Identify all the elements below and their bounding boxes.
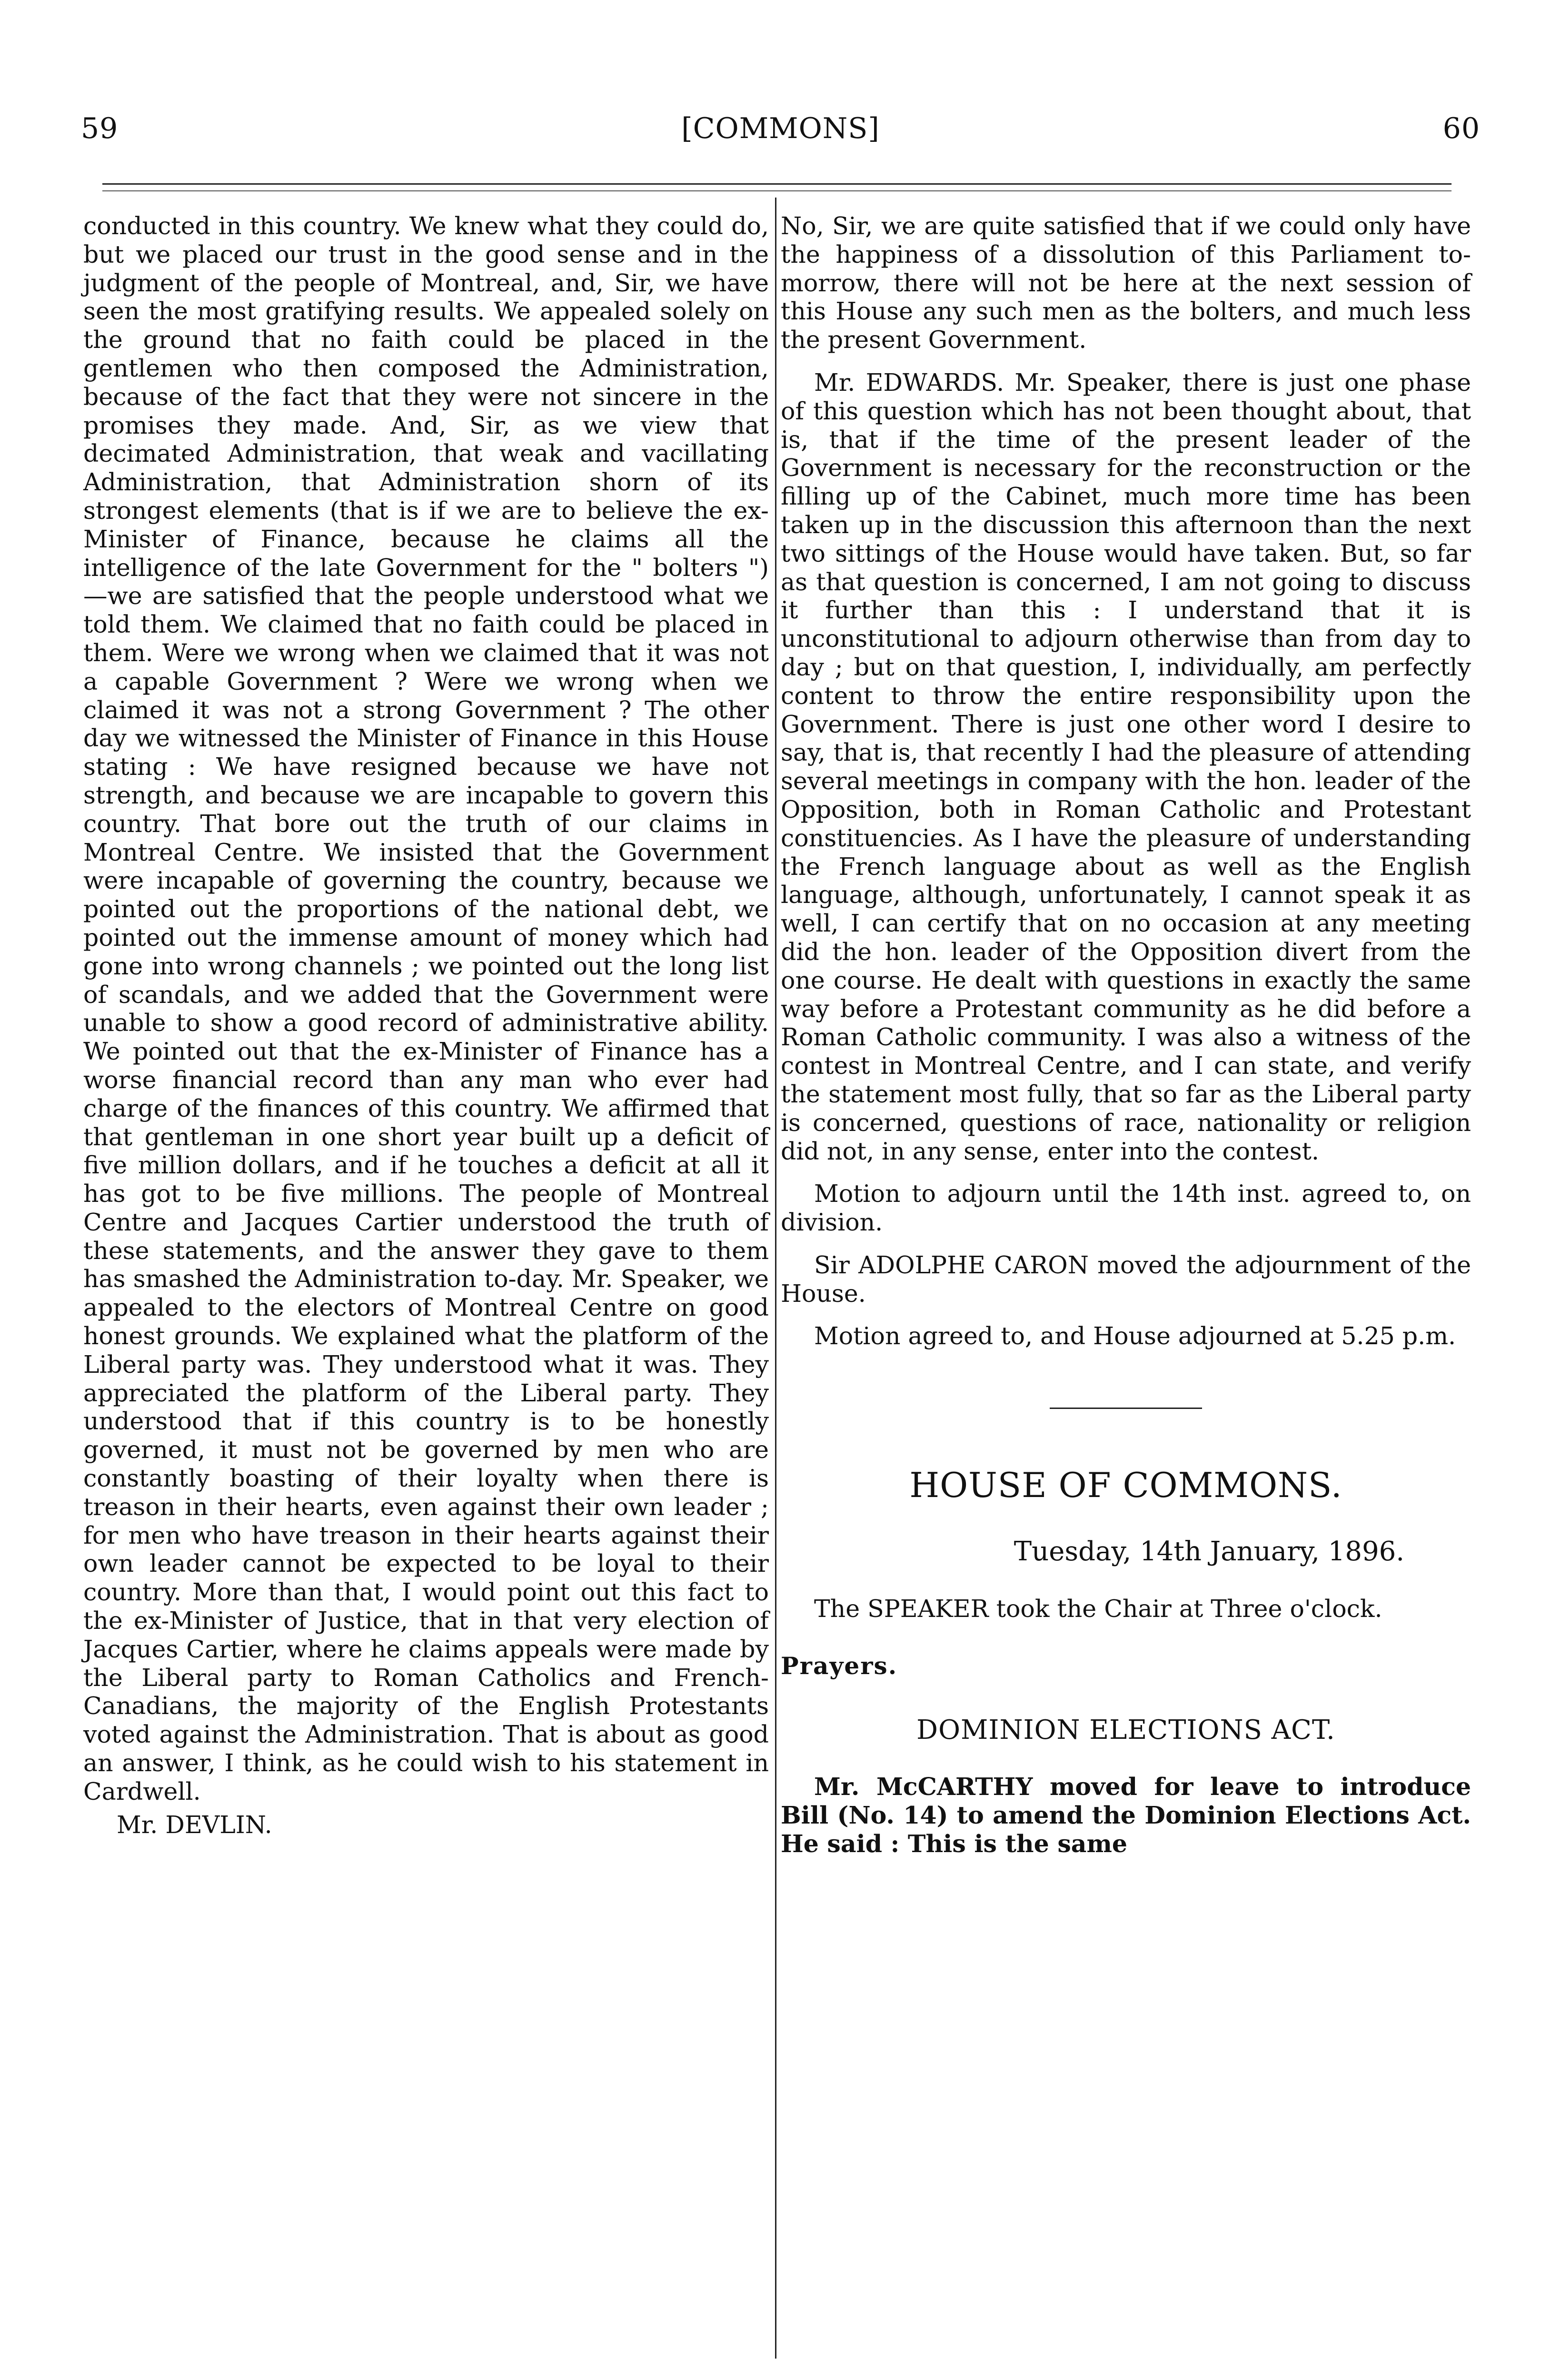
right-column xyxy=(781,212,1471,1858)
motion-adjourn: Motion to adjourn until the 14th inst. agreed to, on division. xyxy=(781,1180,1471,1237)
mccarthy-motion: Mr. McCARTHY moved for leave to introduce Bill (No. 14) to amend the Dominion Elections Act. He said : This is the same xyxy=(781,1773,1471,1858)
left-column xyxy=(83,212,769,1839)
left-paragraph-1: conducted in this country. We knew what they could do, but we placed our trust in the good sense and in the judgment of the people of Montreal, and, Sir, we have seen the most gratifying results. We appealed solely on the ground that no faith could be placed in the gentlemen who then composed the Administration, because of the fact that they were not sincere in the promises they made. And, Sir, as we view that decimated Administration, that weak and vacillating Administration, that Administration shorn of its strongest elements (that is if we are to believe the ex-Minister of Finance, because he claims all the intelligence of the late Government for the " bolters ")—we are satisfied that the people understood what we told them. We claimed that no faith could be placed in them. Were we wrong when we claimed that it was not a capable Government ? Were we wrong when we claimed it was not a strong Government ? The other day we witnessed the Minister of Finance in this House stating : We have resigned because we have not strength, and because we are incapable to govern this country. That bore out the truth of our claims in Montreal Centre. We insisted that the Government were incapable of governing the country, because we pointed out the proportions of the national debt, we pointed out the immense amount of money which had gone into wrong channels ; we pointed out the long list of scandals, and we added that the Government were unable to show a good record of administrative ability. We pointed out that the ex-Minister of Finance has a worse financial record than any man who ever had charge of the finances of this country. We affirmed that that gentleman in one short year built up a deficit of five million dollars, and if he touches a deficit at all it has got to be five millions. The people of Montreal Centre and Jacques Cartier understood the truth of these statements, and the answer they gave to them has smashed the Administration to-day. Mr. Speaker, we appealed to the electors of Montreal Centre on good honest grounds. We explained what the platform of the Liberal party was. They understood what it was. They appreciated the platform of the Liberal party. They understood that if this country is to be honestly governed, it must not be governed by men who are constantly boasting of their loyalty when there is treason in their hearts, even against their own leader ; for men who have treason in their hearts against their own leader cannot be expected to be loyal to their country. More than that, I would point out this fact to the ex-Minister of Justice, that in that very election of Jacques Cartier, where he claims appeals were made by the Liberal party to Roman Catholics and French-Canadians, the majority of the English Protestants voted against the Administration. That is about as good an answer, I think, as he could wish to his statement in Cardwell. xyxy=(83,212,769,1805)
page-header xyxy=(71,102,1490,155)
section-rule xyxy=(1050,1408,1202,1409)
caron-motion: Sir ADOLPHE CARON moved the adjournment of the House. xyxy=(781,1250,1471,1308)
page-number-right: 60 xyxy=(1442,112,1480,145)
dominion-elections-act-heading: DOMINION ELECTIONS ACT. xyxy=(916,1714,1335,1745)
speaker-took-chair: The SPEAKER took the Chair at Three o'clock. xyxy=(814,1595,1382,1623)
column-divider xyxy=(775,198,776,2359)
motion-agreed: Motion agreed to, and House adjourned at 5.25 p.m. xyxy=(814,1322,1456,1350)
header-rule xyxy=(102,183,1452,185)
page-number-left: 59 xyxy=(81,112,119,145)
prayers-heading: Prayers. xyxy=(781,1651,898,1680)
right-paragraph-1: No, Sir, we are quite satisfied that if we could only have the happiness of a dissolution of this Parliament to-morrow, there will not be here at the next session of this House any such men as the bolters, and much less the present Government. xyxy=(781,212,1471,354)
running-title: [COMMONS] xyxy=(681,112,880,145)
edwards-speech xyxy=(781,368,1471,1165)
edwards-speech-text: Mr. Speaker, there is just one phase of this question which has not been thought about, that is, that if the time of the present leader of the Government is necessary for the reconstruction or the filling up of the Cabinet, much more time has been taken up in the discussion this afternoon than the next two sittings of the House would have taken. But, so far as that question is concerned, I am not going to discuss it further than this : I understand that it is unconstitutional to adjourn otherwise than from day to day ; but on that question, I, individually, am perfectly content to throw the entire responsibility upon the Government. There is just one other word I desire to say, that is, that recently I had the pleasure of attending several meetings in company with the hon. leader of the Opposition, both in Roman Catholic and Protestant constituencies. As I have the pleasure of understanding the French language about as well as the English language, although, unfortunately, I cannot speak it as well, I can certify that on no occasion at any meeting did the hon. leader of the Opposition divert from the one course. He dealt with questions in exactly the same way before a Protestant community as he did before a Roman Catholic community. I was also a witness of the contest in Montreal Centre, and I can state, and verify the statement most fully, that so far as the Liberal party is concerned, questions of race, nationality or religion did not, in any sense, enter into the contest. xyxy=(781,368,1472,1165)
sitting-date: Tuesday, 14th January, 1896. xyxy=(1014,1536,1404,1567)
speaker-name-edwards: Mr. EDWARDS. xyxy=(814,368,1004,397)
speaker-name-devlin: Mr. DEVLIN. xyxy=(117,1810,272,1839)
house-of-commons-heading: HOUSE OF COMMONS. xyxy=(909,1465,1342,1506)
header-rule-secondary xyxy=(102,190,1452,191)
